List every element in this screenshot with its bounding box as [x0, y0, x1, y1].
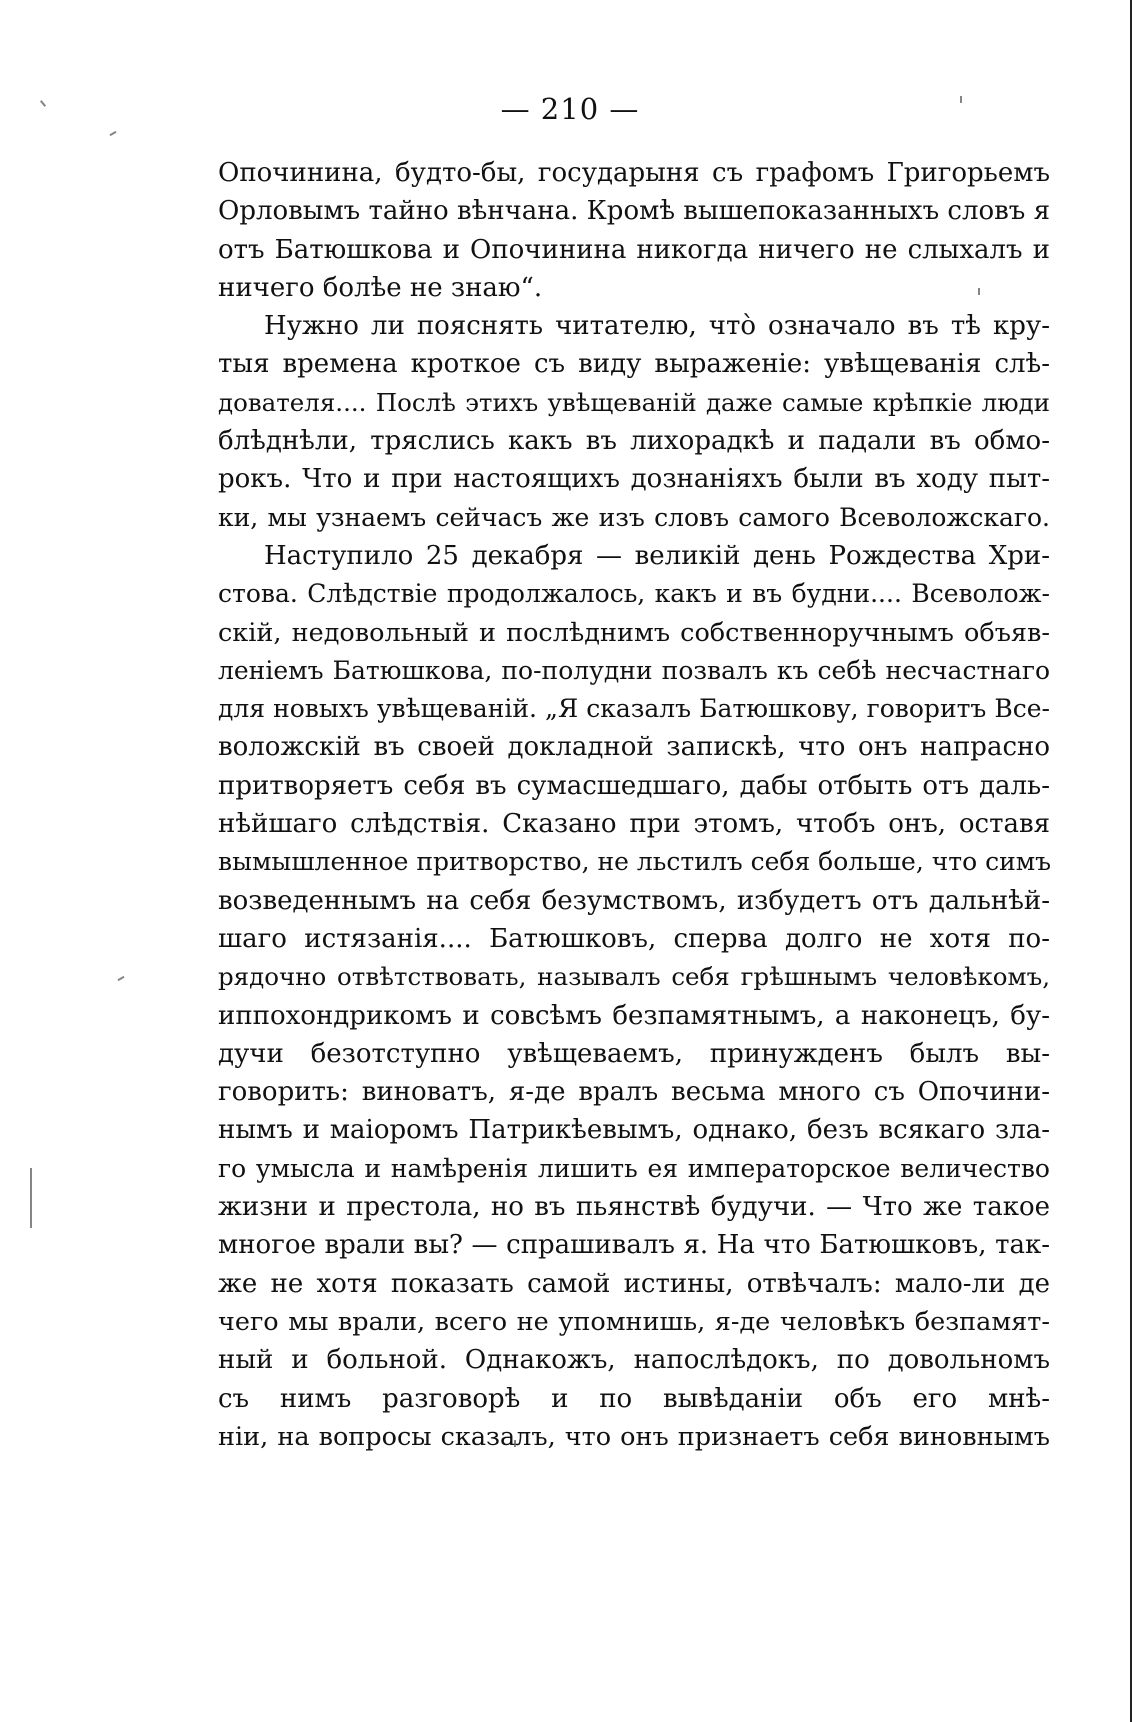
text-line: вымышленное притворство, не льстилъ себя больше, что симъ — [218, 847, 1052, 877]
text-line: нымъ и маіоромъ Патрикѣевымъ, однако, безъ всякаго зла- — [218, 1115, 1050, 1146]
text-line: говорить: виноватъ, я-де вралъ весьма много съ Опочини- — [218, 1077, 1050, 1108]
text-line: дователя.... Послѣ этихъ увѣщеваній даже самые крѣпкіе люди — [218, 387, 1050, 417]
text-line: ничего болѣе не знаю“. — [218, 272, 543, 303]
text-line: же не хотя показать самой истины, отвѣчалъ: мало-ли де — [218, 1268, 1050, 1299]
print-speck — [109, 131, 116, 136]
text-line: ніи, на вопросы сказалъ, что онъ признаетъ себя виновнымъ — [218, 1421, 1050, 1452]
text-line: ки, мы узнаемъ сейчасъ же изъ словъ самого Всеволожскаго. — [218, 502, 1050, 532]
text-line: дучи безотступно увѣщеваемъ, принужденъ былъ вы- — [218, 1038, 1050, 1069]
paragraph-start-line: Наступило 25 декабря — великій день Рождества Хри- — [264, 540, 1050, 571]
text-line: нѣйшаго слѣдствія. Сказано при этомъ, чтобъ онъ, оставя — [218, 809, 1050, 840]
text-line: многое врали вы? — спрашивалъ я. На что Батюшковъ, так- — [218, 1230, 1050, 1261]
paragraph-start-line: Нужно ли пояснять читателю, что̀ означало въ тѣ кру- — [264, 311, 1050, 342]
text-line: блѣднѣли, тряслись какъ въ лихорадкѣ и падали въ обмо- — [218, 426, 1050, 457]
text-line: рокъ. Что и при настоящихъ дознаніяхъ были въ ходу пыт- — [218, 464, 1050, 495]
text-line: стова. Слѣдствіе продолжалось, какъ и въ будни.... Всеволож- — [218, 579, 1050, 609]
text-line: съ нимъ разговорѣ и по вывѣданіи объ его мнѣ- — [218, 1383, 1050, 1414]
print-speck — [30, 1168, 32, 1228]
body-text — [218, 154, 1050, 1456]
text-line: чего мы врали, всего не упомнишь, я-де человѣкъ безпамят- — [218, 1306, 1050, 1337]
text-line: шаго истязанія.... Батюшковъ, сперва долго не хотя по- — [218, 923, 1050, 954]
text-line: рядочно отвѣтствовать, называлъ себя грѣшнымъ человѣкомъ, — [218, 962, 1050, 992]
text-line: тыя времена кроткое съ виду выраженіе: увѣщеванія слѣ- — [218, 349, 1050, 380]
text-line: ный и больной. Однакожъ, напослѣдокъ, по довольномъ — [218, 1345, 1050, 1376]
text-line: возведеннымъ на себя безумствомъ, избудетъ отъ дальнѣй- — [218, 885, 1050, 916]
text-line: Орловымъ тайно вѣнчана. Кромѣ вышепоказанныхъ словъ я — [218, 196, 1050, 227]
print-speck — [117, 976, 124, 981]
page-edge-line — [1130, 0, 1132, 1722]
text-line: жизни и престола, но въ пьянствѣ будучи. — Что же такое — [218, 1192, 1050, 1223]
text-line: иппохондрикомъ и совсѣмъ безпамятнымъ, а наконецъ, бу- — [218, 1000, 1050, 1031]
text-line: го умысла и намѣренія лишить ея императорское величество — [218, 1153, 1050, 1183]
text-line: воложскій въ своей докладной запискѣ, что онъ напрасно — [218, 732, 1050, 763]
text-line: скій, недовольный и послѣднимъ собственноручнымъ объяв- — [218, 617, 1050, 648]
text-line: отъ Батюшкова и Опочинина никогда ничего не слыхалъ и — [218, 234, 1050, 265]
text-line: для новыхъ увѣщеваній. „Я сказалъ Батюшкову, говоритъ Все- — [218, 694, 1050, 724]
text-line: Опочинина, будто-бы, государыня съ графомъ Григорьемъ — [218, 158, 1050, 188]
text-line: притворяетъ себя въ сумасшедшаго, дабы отбыть отъ даль- — [218, 770, 1050, 801]
text-line: леніемъ Батюшкова, по-полудни позвалъ къ себѣ несчастнаго — [218, 655, 1050, 685]
page-number: — 210 — — [500, 92, 640, 126]
